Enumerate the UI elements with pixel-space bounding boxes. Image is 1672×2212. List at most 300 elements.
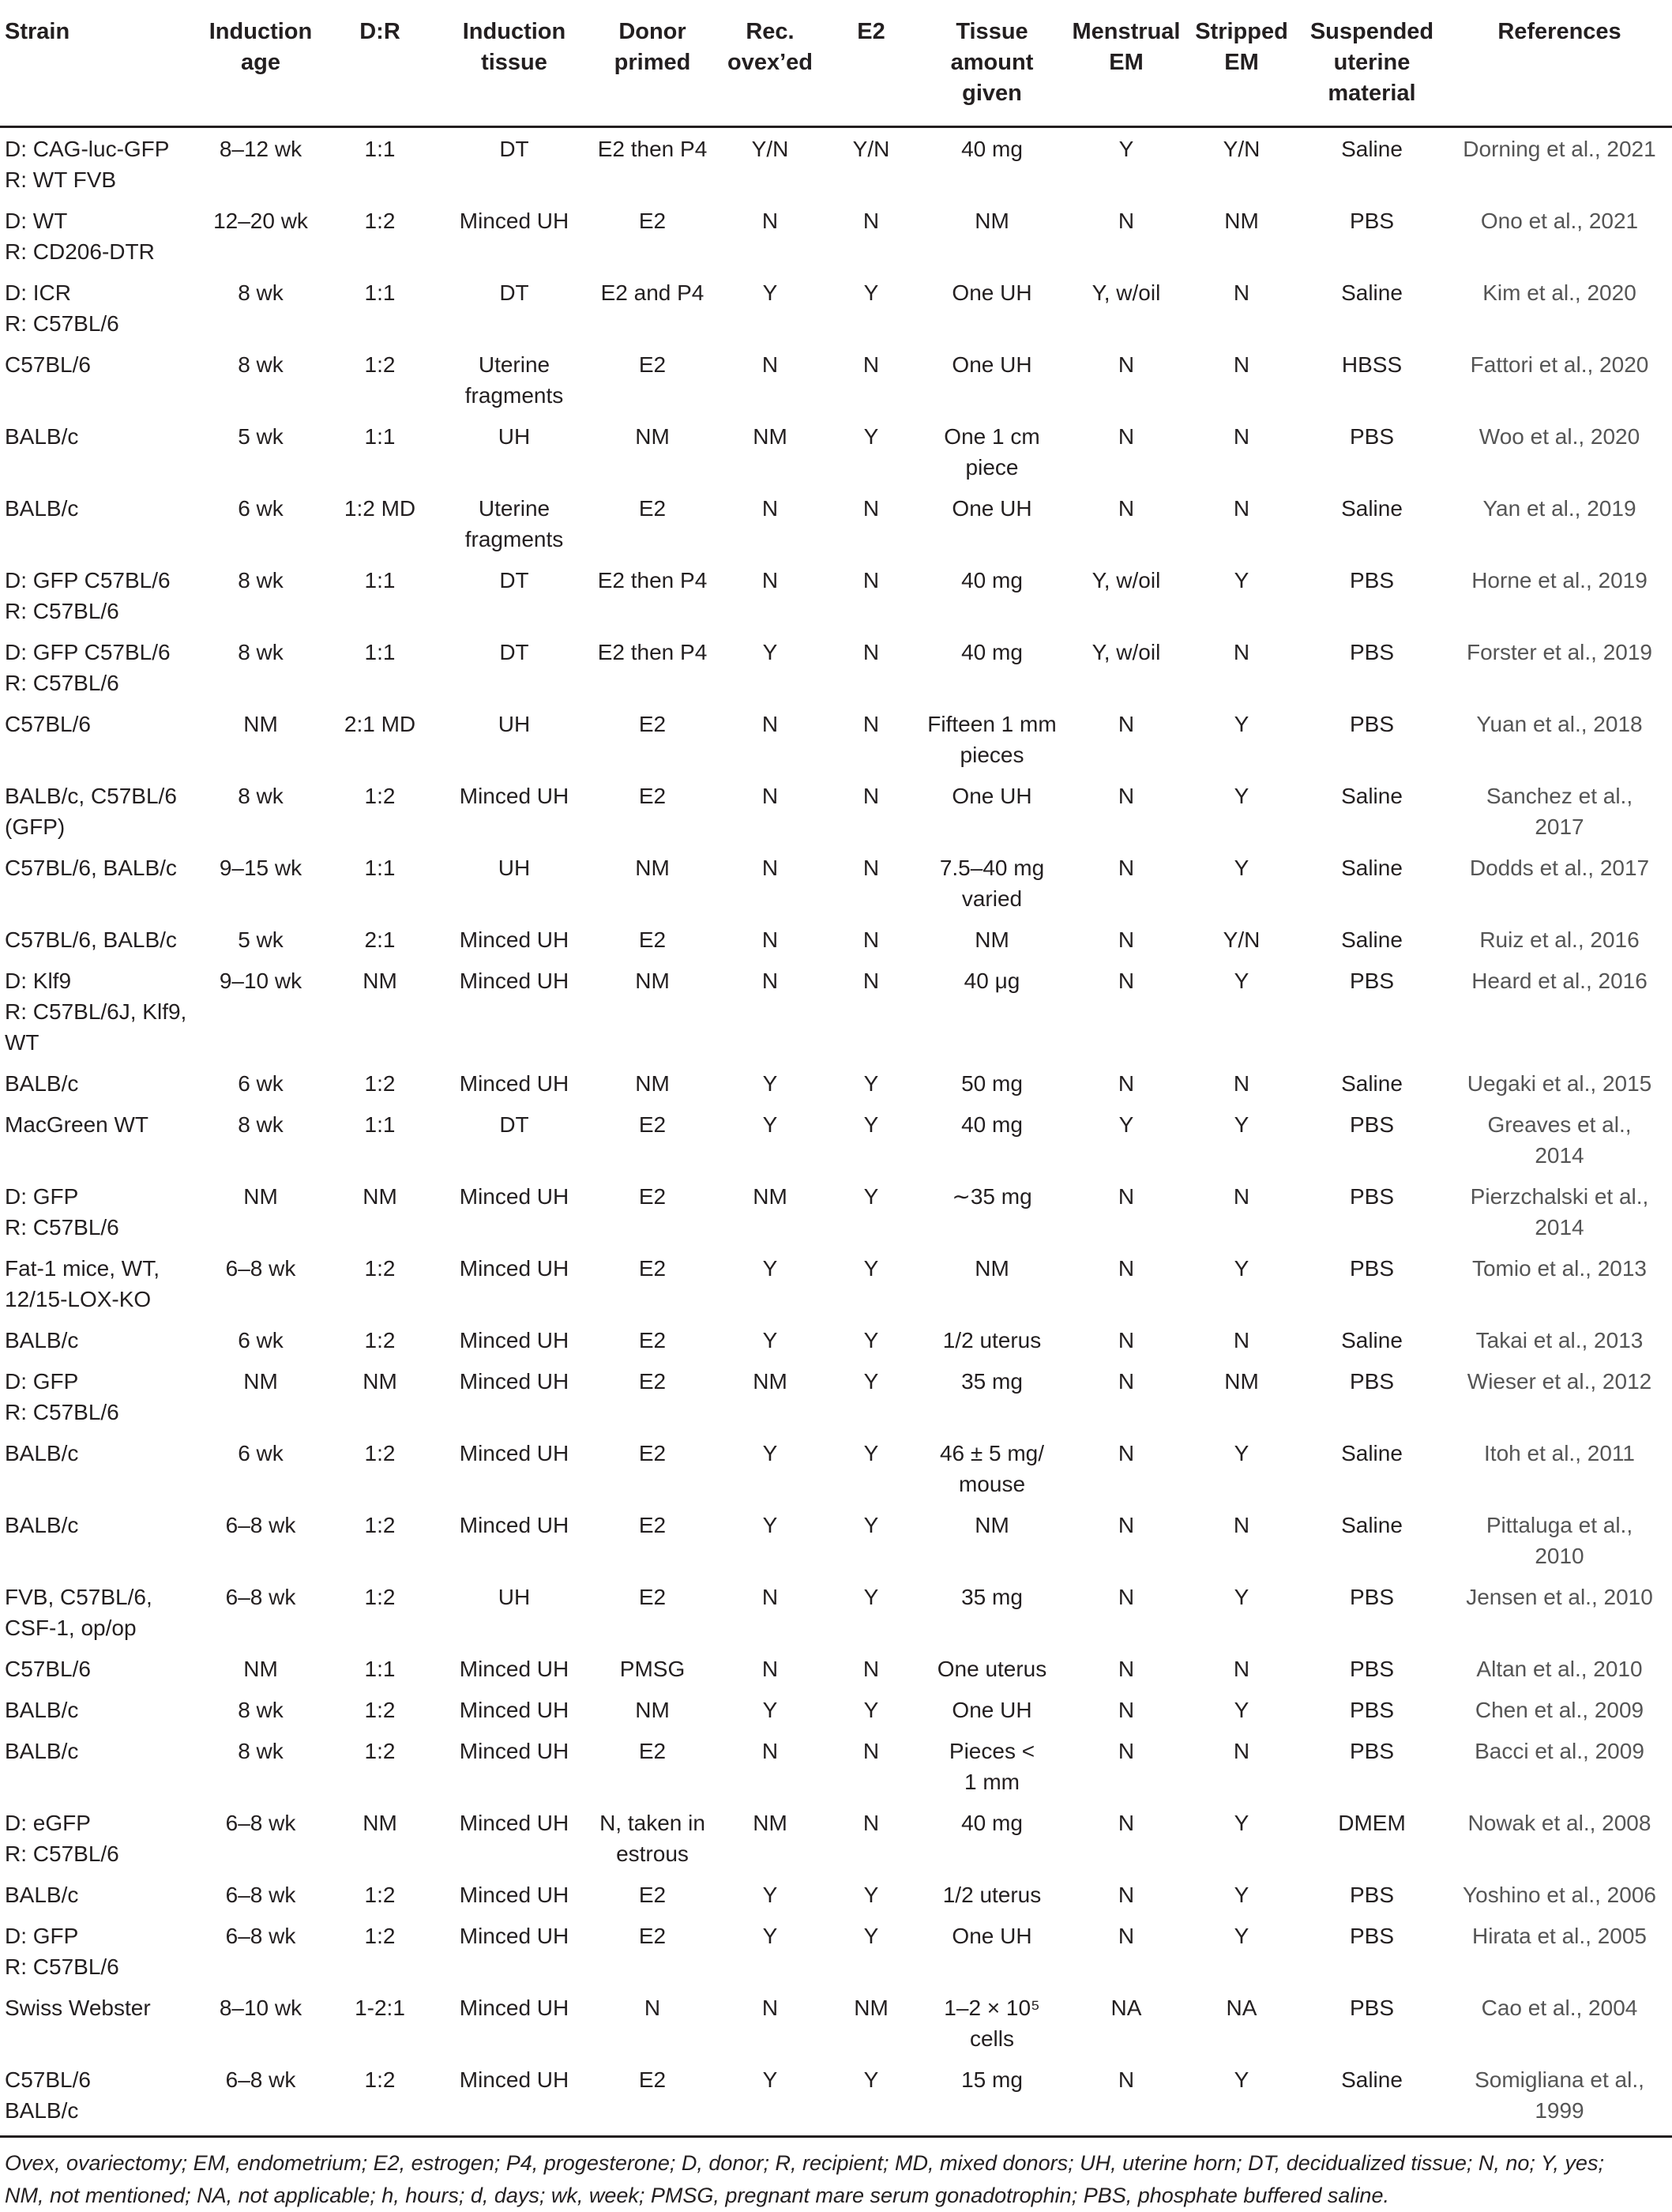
cell-dr-ratio — [321, 775, 439, 847]
cell-suspended-material — [1297, 1176, 1447, 1247]
cell-line: E2 — [638, 927, 667, 952]
cell-menstrual-em — [1066, 847, 1186, 919]
cell-line: 1:2 — [364, 352, 396, 377]
cell-line: Y — [863, 424, 879, 449]
cell-line: Saline — [1341, 784, 1403, 808]
cell-line: N — [1233, 1328, 1250, 1352]
cell-line: PBS — [1349, 1657, 1395, 1681]
cell-line: N — [761, 1657, 779, 1681]
cell-line: Y/N — [852, 137, 890, 161]
cell-references — [1447, 960, 1672, 1063]
cell-line: Itoh et al., 2011 — [1484, 1441, 1635, 1465]
cell-rec-ovexed — [716, 703, 825, 775]
cell-tissue-amount — [918, 2059, 1066, 2137]
cell-strain — [0, 1176, 201, 1247]
cell-donor-primed — [589, 919, 716, 960]
cell-line: PBS — [1349, 1112, 1395, 1137]
cell-line: N — [1118, 927, 1135, 952]
cell-line: 50 mg — [961, 1071, 1023, 1096]
cell-line: NM — [363, 1811, 397, 1835]
cell-line: E2 — [638, 1441, 667, 1465]
cell-strain — [0, 919, 201, 960]
cell-induction-tissue — [439, 344, 589, 416]
cell-line: Y — [863, 1328, 879, 1352]
cell-line: R: C57BL/6 — [5, 1400, 119, 1424]
cell-line: NM — [363, 1369, 397, 1394]
cell-stripped-em — [1186, 1915, 1297, 1987]
cell-line: Saline — [1341, 137, 1403, 161]
cell-induction-tissue — [439, 200, 589, 272]
cell-line: N — [761, 712, 779, 736]
cell-line: Minced UH — [459, 1184, 569, 1209]
cell-rec-ovexed — [716, 1504, 825, 1576]
cell-e2 — [825, 1319, 918, 1360]
cell-tissue-amount — [918, 960, 1066, 1063]
cell-line: 1/2 uterus — [942, 1883, 1042, 1907]
cell-references — [1447, 1176, 1672, 1247]
cell-induction-tissue — [439, 1360, 589, 1432]
cell-induction-age — [201, 1915, 321, 1987]
cell-tissue-amount — [918, 272, 1066, 344]
cell-line: 8–10 wk — [219, 1996, 302, 2020]
cell-stripped-em — [1186, 703, 1297, 775]
cell-line: PBS — [1349, 1698, 1395, 1722]
cell-line: N — [862, 209, 880, 233]
cell-menstrual-em — [1066, 1247, 1186, 1319]
cell-line: Tomio et al., 2013 — [1471, 1256, 1648, 1281]
cell-line: N — [761, 568, 779, 592]
cell-line: estrous — [616, 1841, 689, 1866]
cell-line: Menstrual — [1072, 19, 1181, 44]
cell-line: Y — [762, 1883, 778, 1907]
cell-line: N — [1233, 640, 1250, 664]
cell-line: BALB/c — [5, 1071, 79, 1096]
cell-suspended-material — [1297, 1874, 1447, 1915]
cell-line: E2 — [638, 1112, 667, 1137]
cell-dr-ratio — [321, 272, 439, 344]
cell-e2 — [825, 775, 918, 847]
header-induction-age — [201, 0, 321, 127]
cell-induction-tissue — [439, 127, 589, 201]
cell-donor-primed — [589, 1648, 716, 1689]
cell-suspended-material — [1297, 631, 1447, 703]
cell-line: Y — [1234, 712, 1249, 736]
cell-induction-age — [201, 1432, 321, 1504]
cell-line: Y — [863, 1184, 879, 1209]
cell-induction-age — [201, 847, 321, 919]
cell-line: NM — [243, 1657, 278, 1681]
cell-line: Uterine — [478, 352, 550, 377]
cell-line: WT — [5, 1030, 39, 1055]
cell-line: PBS — [1349, 712, 1395, 736]
cell-line: BALB/c — [5, 1441, 79, 1465]
cell-line: given — [962, 81, 1022, 106]
cell-line: Y, w/oil — [1091, 640, 1161, 664]
cell-line: PBS — [1349, 640, 1395, 664]
cell-induction-tissue — [439, 1104, 589, 1176]
cell-line: 1:1 — [364, 856, 396, 880]
cell-menstrual-em — [1066, 200, 1186, 272]
cell-line: E2 — [638, 1883, 667, 1907]
cell-line: Tissue — [956, 19, 1028, 44]
cell-line: One 1 cm piece — [944, 424, 1040, 480]
cell-line: 5 wk — [238, 927, 284, 952]
cell-menstrual-em — [1066, 2059, 1186, 2137]
cell-line: NM — [753, 1184, 787, 1209]
table-row — [0, 1689, 1672, 1730]
cell-line: 2:1 — [364, 927, 396, 952]
cell-menstrual-em — [1066, 487, 1186, 559]
cell-line: Y/N — [751, 137, 789, 161]
cell-line: NM — [363, 969, 397, 993]
cell-line: N — [1118, 1184, 1135, 1209]
cell-line: NM — [1224, 1369, 1259, 1394]
cell-line: Y — [863, 1441, 879, 1465]
cell-line: Yuan et al., 2018 — [1476, 712, 1643, 736]
cell-line: Y — [1234, 1811, 1249, 1835]
cell-line: varied — [961, 886, 1023, 911]
cell-line: N — [761, 969, 779, 993]
cell-donor-primed — [589, 1689, 716, 1730]
cell-e2 — [825, 344, 918, 416]
cell-induction-tissue — [439, 1730, 589, 1802]
cell-line: 40 mg — [961, 1112, 1023, 1137]
table-row — [0, 272, 1672, 344]
cell-induction-age — [201, 1063, 321, 1104]
cell-line: C57BL/6, BALB/c — [5, 927, 177, 952]
cell-dr-ratio — [321, 1104, 439, 1176]
cell-line: R: CD206-DTR — [5, 239, 155, 264]
cell-line: 1:2 — [364, 209, 396, 233]
cell-e2 — [825, 703, 918, 775]
cell-line: Minced UH — [459, 1698, 569, 1722]
cell-line: Minced UH — [459, 1441, 569, 1465]
cell-line: Minced UH — [459, 2067, 569, 2092]
cell-line: Hirata et al., 2005 — [1471, 1924, 1648, 1948]
cell-line: N — [1233, 424, 1250, 449]
cell-strain — [0, 1104, 201, 1176]
cell-line: N — [761, 352, 779, 377]
cell-suspended-material — [1297, 1104, 1447, 1176]
cell-line: Strain — [5, 19, 70, 44]
cell-line: Minced UH — [459, 1071, 569, 1096]
cell-line: Ruiz et al., 2016 — [1479, 927, 1640, 952]
cell-line: N — [1118, 1071, 1135, 1096]
cell-donor-primed — [589, 847, 716, 919]
cell-line: 1:1 — [364, 137, 396, 161]
cell-references — [1447, 1504, 1672, 1576]
cell-menstrual-em — [1066, 1319, 1186, 1360]
cell-line: 1:1 — [364, 280, 396, 305]
cell-line: 8 wk — [238, 568, 284, 592]
cell-e2 — [825, 1576, 918, 1648]
table-row — [0, 344, 1672, 416]
cell-line: NM — [635, 856, 670, 880]
cell-line: N — [862, 568, 880, 592]
cell-line: E2 — [638, 1256, 667, 1281]
cell-tissue-amount — [918, 127, 1066, 201]
cell-line: PBS — [1349, 1369, 1395, 1394]
cell-e2 — [825, 1987, 918, 2059]
cell-line: R: C57BL/6 — [5, 1841, 119, 1866]
cell-menstrual-em — [1066, 1360, 1186, 1432]
cell-line: NA — [1226, 1996, 1257, 2020]
cell-line: Y — [762, 1698, 778, 1722]
cell-line: 1:1 — [364, 1657, 396, 1681]
cell-line: Saline — [1341, 856, 1403, 880]
cell-tissue-amount — [918, 1802, 1066, 1874]
cell-e2 — [825, 1176, 918, 1247]
cell-line: Y — [863, 1924, 879, 1948]
table-row — [0, 559, 1672, 631]
cell-line: N — [761, 209, 779, 233]
cell-line: R: C57BL/6 — [5, 1215, 119, 1240]
cell-induction-age — [201, 1247, 321, 1319]
cell-line: N — [1118, 209, 1135, 233]
table-row — [0, 487, 1672, 559]
cell-strain — [0, 1802, 201, 1874]
cell-line: One UH — [952, 496, 1032, 521]
cell-stripped-em — [1186, 847, 1297, 919]
cell-line: 1999 — [1535, 2098, 1584, 2123]
cell-references — [1447, 1063, 1672, 1104]
cell-e2 — [825, 1730, 918, 1802]
cell-line: 8 wk — [238, 1698, 284, 1722]
cell-line: 8–12 wk — [219, 137, 302, 161]
cell-dr-ratio — [321, 1915, 439, 1987]
table-row — [0, 1648, 1672, 1689]
cell-line: Donor — [618, 19, 686, 44]
cell-strain — [0, 1987, 201, 2059]
cell-tissue-amount — [918, 1504, 1066, 1576]
cell-line: 6–8 wk — [225, 1585, 296, 1609]
cell-line: N — [1233, 280, 1250, 305]
cell-tissue-amount — [918, 1360, 1066, 1432]
cell-stripped-em — [1186, 631, 1297, 703]
cell-line: Minced UH — [459, 1883, 569, 1907]
cell-strain — [0, 1576, 201, 1648]
cell-line: N — [1118, 496, 1135, 521]
cell-line: Nowak et al., 2008 — [1467, 1811, 1651, 1835]
cell-line: Y — [762, 1513, 778, 1537]
cell-line: DT — [499, 280, 529, 305]
cell-references — [1447, 344, 1672, 416]
cell-line: 40 mg — [961, 640, 1023, 664]
cell-line: 12–20 wk — [213, 209, 308, 233]
cell-line: UH — [498, 424, 531, 449]
cell-induction-tissue — [439, 1802, 589, 1874]
cell-menstrual-em — [1066, 272, 1186, 344]
cell-line: Y/N — [1223, 137, 1261, 161]
cell-strain — [0, 416, 201, 487]
cell-dr-ratio — [321, 200, 439, 272]
cell-line: 1:2 — [364, 784, 396, 808]
header-induction-tissue — [439, 0, 589, 127]
cell-line: MacGreen WT — [5, 1112, 149, 1137]
cell-dr-ratio — [321, 1360, 439, 1432]
cell-menstrual-em — [1066, 559, 1186, 631]
cell-line: PBS — [1349, 1883, 1395, 1907]
cell-tissue-amount — [918, 1104, 1066, 1176]
cell-line: BALB/c — [5, 1883, 79, 1907]
cell-induction-tissue — [439, 960, 589, 1063]
cell-line: Heard et al., 2016 — [1471, 969, 1648, 993]
cell-line: Y — [762, 1112, 778, 1137]
cell-line: N — [862, 969, 880, 993]
cell-line: Y — [1234, 1585, 1249, 1609]
cell-line: Y — [762, 1328, 778, 1352]
cell-line: Fat-1 mice, WT, — [5, 1256, 160, 1281]
cell-donor-primed — [589, 2059, 716, 2137]
cell-line: N — [1118, 424, 1135, 449]
cell-line: Fifteen 1 mm — [927, 712, 1057, 736]
cell-line: Wieser et al., 2012 — [1467, 1369, 1652, 1394]
cell-menstrual-em — [1066, 416, 1186, 487]
cell-donor-primed — [589, 1319, 716, 1360]
cell-line: Jensen et al., 2010 — [1466, 1585, 1653, 1609]
cell-stripped-em — [1186, 1319, 1297, 1360]
cell-induction-age — [201, 1648, 321, 1689]
cell-line: Saline — [1341, 1441, 1403, 1465]
cell-tissue-amount — [918, 1176, 1066, 1247]
table-row — [0, 1432, 1672, 1504]
cell-line: Minced UH — [459, 1811, 569, 1835]
cell-references — [1447, 1802, 1672, 1874]
cell-tissue-amount — [918, 1319, 1066, 1360]
cell-line: E2 — [638, 496, 667, 521]
cell-line: C57BL/6 — [5, 352, 91, 377]
cell-dr-ratio — [321, 416, 439, 487]
table-row — [0, 1063, 1672, 1104]
cell-line: BALB/c — [5, 2098, 79, 2123]
cell-line: NM — [635, 1071, 670, 1096]
cell-menstrual-em — [1066, 1689, 1186, 1730]
cell-line: Y — [762, 640, 778, 664]
cell-line: E2 — [638, 1739, 667, 1763]
cell-line: NM — [753, 424, 787, 449]
cell-line: Forster et al., 2019 — [1466, 640, 1652, 664]
cell-line: N — [1118, 1924, 1135, 1948]
cell-strain — [0, 703, 201, 775]
cell-strain — [0, 960, 201, 1063]
cell-line: Greaves et al., — [1487, 1112, 1632, 1137]
cell-donor-primed — [589, 1576, 716, 1648]
cell-line: fragments — [464, 527, 564, 551]
cell-line: Takai et al., 2013 — [1475, 1328, 1644, 1352]
cell-line: R: C57BL/6 — [5, 311, 119, 336]
cell-dr-ratio — [321, 127, 439, 201]
cell-line: Y — [1234, 568, 1249, 592]
cell-line: Rec. — [746, 19, 795, 44]
cell-line: NM — [243, 1184, 278, 1209]
cell-line: Y — [863, 2067, 879, 2092]
cell-suspended-material — [1297, 1432, 1447, 1504]
cell-induction-age — [201, 127, 321, 201]
cell-references — [1447, 1730, 1672, 1802]
cell-e2 — [825, 416, 918, 487]
header-suspended-material — [1297, 0, 1447, 127]
cell-rec-ovexed — [716, 1247, 825, 1319]
cell-e2 — [825, 1063, 918, 1104]
cell-line: Y — [863, 1585, 879, 1609]
cell-line: N — [862, 1811, 880, 1835]
cell-line: PBS — [1349, 969, 1395, 993]
cell-line: 1:2 — [364, 1071, 396, 1096]
cell-tissue-amount — [918, 775, 1066, 847]
header-references — [1447, 0, 1672, 127]
cell-line: Minced UH — [459, 969, 569, 993]
cell-suspended-material — [1297, 127, 1447, 201]
cell-line: 40 mg — [961, 137, 1023, 161]
cell-line: R: WT FVB — [5, 167, 117, 192]
cell-dr-ratio — [321, 1874, 439, 1915]
cell-line: (GFP) — [5, 814, 66, 839]
cell-line: Y, w/oil — [1091, 280, 1161, 305]
cell-line: 6–8 wk — [225, 2067, 296, 2092]
cell-rec-ovexed — [716, 631, 825, 703]
cell-line: N — [644, 1996, 661, 2020]
cell-donor-primed — [589, 1104, 716, 1176]
cell-induction-age — [201, 200, 321, 272]
cell-line: Y — [1234, 1883, 1249, 1907]
cell-menstrual-em — [1066, 703, 1186, 775]
table-row — [0, 1319, 1672, 1360]
cell-line: DT — [499, 568, 529, 592]
cell-line: 8 wk — [238, 352, 284, 377]
cell-e2 — [825, 559, 918, 631]
cell-line: Yan et al., 2019 — [1482, 496, 1636, 521]
cell-line: 35 mg — [961, 1585, 1023, 1609]
cell-suspended-material — [1297, 344, 1447, 416]
cell-line: R: C57BL/6 — [5, 599, 119, 623]
cell-line: Y — [1118, 137, 1134, 161]
cell-induction-tissue — [439, 1576, 589, 1648]
cell-rec-ovexed — [716, 1915, 825, 1987]
cell-suspended-material — [1297, 272, 1447, 344]
cell-suspended-material — [1297, 1504, 1447, 1576]
cell-line: Sanchez et al., — [1486, 784, 1633, 808]
cell-references — [1447, 1432, 1672, 1504]
table-row — [0, 1915, 1672, 1987]
cell-strain — [0, 1063, 201, 1104]
cell-suspended-material — [1297, 1247, 1447, 1319]
cell-line: Y — [1234, 784, 1249, 808]
cell-induction-tissue — [439, 1915, 589, 1987]
cell-references — [1447, 1648, 1672, 1689]
cell-stripped-em — [1186, 559, 1297, 631]
cell-rec-ovexed — [716, 1176, 825, 1247]
cell-induction-tissue — [439, 1063, 589, 1104]
header-tissue-amount — [918, 0, 1066, 127]
cell-line: Uegaki et al., 2015 — [1467, 1071, 1652, 1096]
cell-line: UH — [498, 712, 531, 736]
cell-line: Dorning et al., 2021 — [1463, 137, 1656, 161]
cell-e2 — [825, 200, 918, 272]
cell-menstrual-em — [1066, 631, 1186, 703]
cell-donor-primed — [589, 487, 716, 559]
cell-line: Kim et al., 2020 — [1482, 280, 1636, 305]
cell-line: R: C57BL/6J, Klf9, — [5, 999, 187, 1024]
cell-rec-ovexed — [716, 272, 825, 344]
cell-menstrual-em — [1066, 1576, 1186, 1648]
cell-line: EM — [1224, 50, 1259, 75]
cell-line: C57BL/6, BALB/c — [5, 856, 177, 880]
cell-line: FVB, C57BL/6, — [5, 1585, 152, 1609]
cell-line: 15 mg — [961, 2067, 1023, 2092]
cell-line: E2 — [638, 1924, 667, 1948]
cell-line: Y — [1234, 1924, 1249, 1948]
cell-line: 1:2 — [364, 1441, 396, 1465]
